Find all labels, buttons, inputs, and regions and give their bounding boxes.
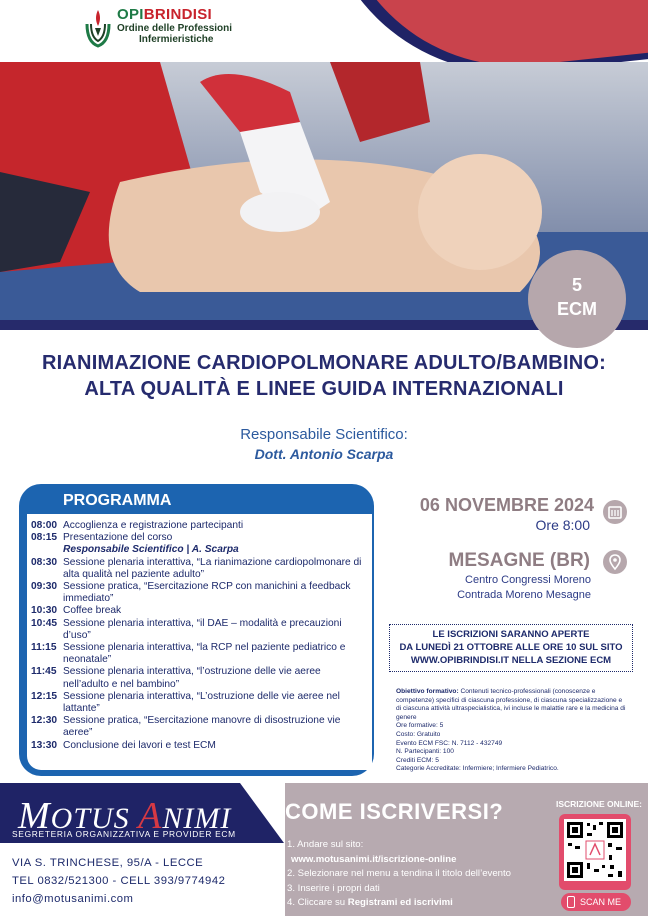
phone-icon — [567, 896, 575, 908]
programme-item: 10:30 Coffee break — [31, 605, 122, 617]
objective-label: Obiettivo formativo: — [396, 688, 459, 695]
ecm-badge — [528, 250, 626, 348]
event-place: MESAGNE (BR) — [448, 550, 590, 571]
event-time: Ore 8:00 — [535, 517, 590, 533]
register-title: COME ISCRIVERSI? — [285, 799, 504, 824]
venue-name: Centro Congressi Moreno — [465, 574, 591, 586]
programme-item: 13:30 Conclusione dei lavori e test ECM — [31, 739, 216, 751]
opi-brand: OPIBRINDISI — [117, 6, 212, 23]
programme-title: PROGRAMMA — [63, 492, 172, 509]
qr-code-frame[interactable] — [559, 814, 631, 890]
programme-item: 12:15 Sessione plenaria interattiva, “L’ostruzione delle vie aeree nel lattante” — [31, 690, 340, 715]
location-pin-icon — [603, 550, 627, 574]
notice-line1: LE ISCRIZIONI SARANNO APERTE — [432, 629, 590, 640]
register-steps — [287, 838, 547, 911]
programme-item: Responsabile Scientifico | A. Scarpa — [63, 544, 239, 556]
title-line2: ALTA QUALITÀ E LINEE GUIDA INTERNAZIONALI — [84, 378, 564, 400]
programme-item: 10:45 Sessione plenaria interattiva, “il DAE – modalità e precauzioni d’uso” — [31, 617, 342, 641]
scan-me-label: SCAN ME — [579, 897, 621, 907]
register-step2: 2. Selezionare nel menu a tendina il titolo dell’evento — [287, 868, 512, 879]
info-participants: N. Partecipanti: 100 — [396, 748, 454, 756]
online-registration-label: ISCRIZIONE ONLINE: — [556, 799, 642, 809]
opi-subtitle-line1: Ordine delle Professioni — [117, 23, 233, 34]
scan-me-button[interactable] — [561, 893, 631, 911]
responsible-name: Dott. Antonio Scarpa — [254, 446, 394, 462]
responsible-label: Responsabile Scientifico: — [240, 426, 408, 443]
organizer-address: VIA S. TRINCHESE, 95/A - LECCE — [12, 857, 204, 869]
course-info — [396, 688, 629, 774]
info-credits: Crediti ECM: 5 — [396, 756, 439, 764]
programme-list — [27, 514, 372, 770]
registration-notice — [389, 624, 633, 672]
programme-item: 09:30 Sessione pratica, “Esercitazione RCP con manichini a feedback immediato” — [31, 581, 351, 605]
opi-logo — [83, 6, 232, 48]
objective-text: Contenuti tecnico-professionali (conoscenze e competenze) specifici di ciascuna professione, di ciascuna specializzazione e di ciascuna attività ultraspecialistica, ivi incluse le malattie rare e la medicina di genere — [396, 688, 626, 721]
programme-item: 08:30 Sessione plenaria interattiva, “La rianimazione cardiopolmonare di alta qualità nel paziente adulto” — [31, 556, 362, 580]
title-line1: RIANIMAZIONE CARDIOPOLMONARE ADULTO/BAMBINO: — [42, 352, 606, 374]
event-date: 06 NOVEMBRE 2024 — [419, 495, 594, 515]
ecm-label: ECM — [557, 299, 597, 319]
programme-item: 08:15 Presentazione del corso — [31, 532, 173, 544]
register-step1: 1. Andare sul sito: — [287, 839, 364, 850]
register-url-link[interactable]: www.motusanimi.it/iscrizione-online — [291, 853, 457, 865]
organizer-phone: TEL 0832/521300 - CELL 393/9774942 — [12, 875, 226, 887]
programme-item: 08:00 Accoglienza e registrazione partecipanti — [31, 520, 244, 531]
info-hours: Ore formative: 5 — [396, 722, 444, 730]
notice-line2: DA LUNEDÌ 21 OTTOBRE ALLE ORE 10 SUL SITO — [399, 642, 623, 653]
organizer-subtitle: SEGRETERIA ORGANIZZATIVA E PROVIDER ECM — [12, 829, 236, 839]
motus-animi-logo: MOTUS ANIMI — [18, 795, 232, 837]
info-cost: Costo: Gratuito — [396, 730, 441, 738]
info-event-id: Evento ECM FSC: N. 7112 - 432749 — [396, 739, 503, 747]
opi-subtitle-line2: Infermieristiche — [139, 34, 214, 45]
programme-box — [19, 484, 374, 776]
programme-item: 11:15 Sessione plenaria interattiva, “la RCP nel paziente pediatrico e neonatale” — [31, 642, 346, 666]
info-categories: Categorie Accreditate: Infermiere; Infermiere Pediatrico. — [396, 765, 559, 773]
venue-address: Contrada Moreno Mesagne — [457, 589, 591, 601]
programme-item: 12:30 Sessione pratica, “Esercitazione manovre di disostruzione vie aeree” — [31, 715, 341, 739]
opi-emblem-icon — [83, 6, 113, 48]
ecm-number: 5 — [571, 275, 582, 295]
programme-item: 11:45 Sessione plenaria interattiva, “l’ostruzione delle vie aeree nell’adulto e nel bambino” — [31, 666, 321, 690]
notice-line3: WWW.OPIBRINDISI.IT NELLA SEZIONE ECM — [410, 655, 612, 666]
register-step4: 4. Cliccare su Registrami ed iscrivimi — [287, 897, 453, 908]
organizer-email[interactable]: info@motusanimi.com — [12, 893, 134, 905]
header — [0, 0, 648, 62]
register-step3: 3. Inserire i propri dati — [287, 882, 380, 894]
calendar-icon — [603, 500, 627, 524]
qr-code-icon[interactable] — [564, 819, 626, 881]
